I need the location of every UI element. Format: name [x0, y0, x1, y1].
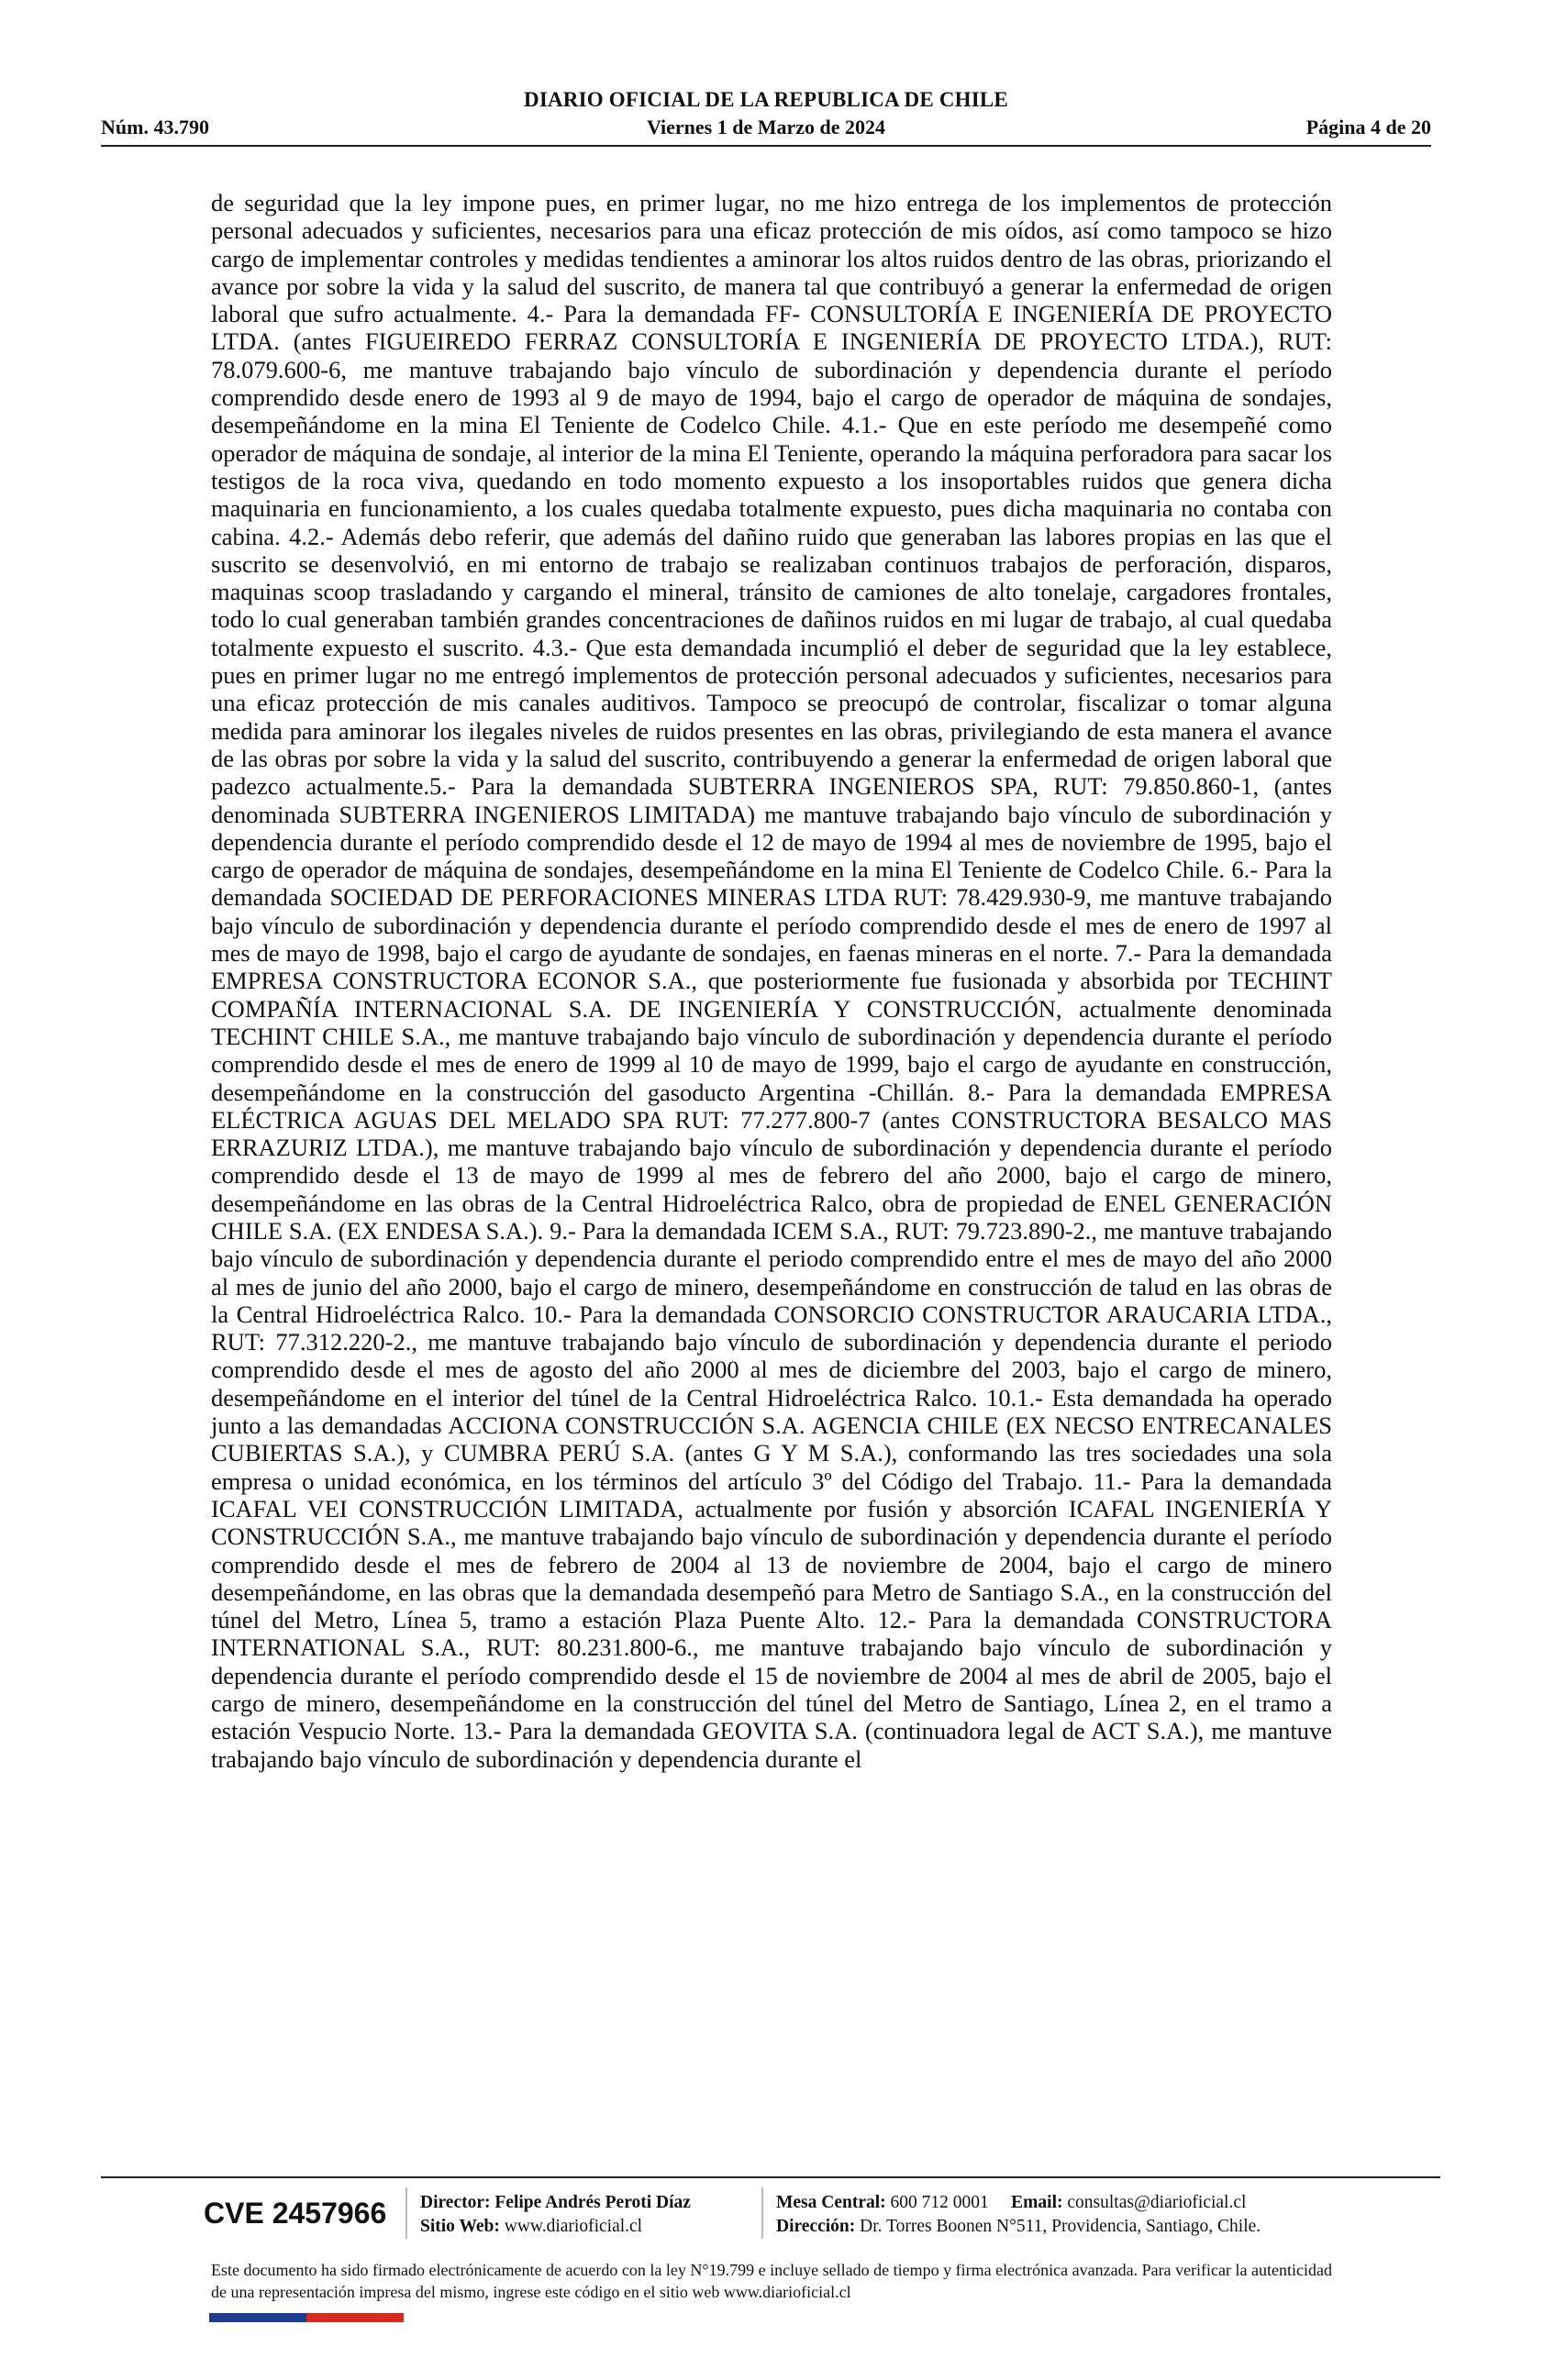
newspaper-title: DIARIO OFICIAL DE LA REPUBLICA DE CHILE — [524, 88, 1008, 111]
footer-separator — [405, 2187, 407, 2239]
website-link[interactable]: www.diarioficial.cl — [504, 2217, 643, 2236]
flag-stripe — [209, 2313, 404, 2322]
footer-divider — [101, 2176, 1440, 2178]
legal-note: Este documento ha sido firmado electrónicamente de acuerdo con la ley N°19.799 e incluye sellado de tiempo y firma electrónica avanzada. Para verificar la autenticidad de una representación impresa del mismo, ingrese este código en el sitio web www.diarioficial.cl — [211, 2261, 1332, 2301]
phone-label: Mesa Central: — [776, 2193, 886, 2212]
flag-red-stripe — [306, 2313, 404, 2322]
page-header — [101, 88, 1431, 147]
cve-code: CVE 2457966 — [204, 2197, 387, 2230]
phone-number: 600 712 0001 — [890, 2193, 989, 2212]
address-label: Dirección: — [776, 2217, 856, 2236]
issue-number: Núm. 43.790 — [101, 116, 209, 138]
address-text: Dr. Torres Boonen N°511, Providencia, Santiago, Chile. — [860, 2217, 1261, 2236]
website-label: Sitio Web: — [420, 2217, 500, 2236]
flag-blue-stripe — [209, 2313, 306, 2322]
footer-director-block — [420, 2191, 691, 2239]
issue-date: Viernes 1 de Marzo de 2024 — [646, 116, 886, 138]
email-label: Email: — [1011, 2193, 1063, 2212]
page-indicator: Página 4 de 20 — [1305, 116, 1431, 138]
director-name: Felipe Andrés Peroti Díaz — [494, 2193, 691, 2212]
body-text: de seguridad que la ley impone pues, en primer lugar, no me hizo entrega de los implementos de protección personal adecuados y suficientes, necesarios para una eficaz protección de mis oídos, así como tampoco se hizo cargo de implementar controles y medidas tendientes a aminorar los altos ruidos dentro de las obras, priorizando el avance por sobre la vida y la salud del suscrito, de manera tal que contribuyó a generar la enfermedad de origen laboral que sufro actualmente. 4.- Para la demandada FF- CONSULTORÍA E INGENIERÍA DE PROYECTO LTDA. (antes FIGUEIREDO FERRAZ CONSULTORÍA E INGENIERÍA DE PROYECTO LTDA.), RUT: 78.079.600-6, me mantuve trabajando bajo vínculo de subordinación y dependencia durante el período comprendido desde enero de 1993 al 9 de mayo de 1994, bajo el cargo de operador de máquina de sondajes, desempeñándome en la mina El Teniente de Codelco Chile. 4.1.- Que en este período me desempeñé como operador de máquina de sondaje, al interior de la mina El Teniente, operando la máquina perforadora para sacar los testigos de la roca viva, quedando en todo momento expuesto a los insoportables ruidos que genera dicha maquinaria en funcionamiento, a los cuales quedaba totalmente expuesto, pues dicha maquinaria no contaba con cabina. 4.2.- Además debo referir, que además del dañino ruido que generaban las labores propias en las que el suscrito se desenvolvió, en mi entorno de trabajo se realizaban continuos trabajos de perforación, disparos, maquinas scoop trasladando y cargando el mineral, tránsito de camiones de alto tonelaje, cargadores frontales, todo lo cual generaban también grandes concentraciones de dañinos ruidos en mi lugar de trabajo, al cual quedaba totalmente expuesto el suscrito. 4.3.- Que esta demandada incumplió el deber de seguridad que la ley establece, pues en primer lugar no me entregó implementos de protección personal adecuados y suficientes, necesarios para una eficaz protección de mis canales auditivos. Tampoco se preocupó de controlar, fiscalizar o tomar alguna medida para aminorar los ilegales niveles de ruidos presentes en las obras, privilegiando de esta manera el avance de las obras por sobre la vida y la salud del suscrito, contribuyendo a generar la enfermedad de origen laboral que padezco actualmente.5.- Para la demandada SUBTERRA INGENIEROS SPA, RUT: 79.850.860-1, (antes denominada SUBTERRA INGENIEROS LIMITADA) me mantuve trabajando bajo vínculo de subordinación y dependencia durante el período comprendido desde el 12 de mayo de 1994 al mes de noviembre de 1995, bajo el cargo de operador de máquina de sondajes, desempeñándome en la mina El Teniente de Codelco Chile. 6.- Para la demandada SOCIEDAD DE PERFORACIONES MINERAS LTDA RUT: 78.429.930-9, me mantuve trabajando bajo vínculo de subordinación y dependencia durante el período comprendido desde el mes de enero de 1997 al mes de mayo de 1998, bajo el cargo de ayudante de sondajes, en faenas mineras en el norte. 7.- Para la demandada EMPRESA CONSTRUCTORA ECONOR S.A., que posteriormente fue fusionada y absorbida por TECHINT COMPAÑÍA INTERNACIONAL S.A. DE INGENIERÍA Y CONSTRUCCIÓN, actualmente denominada TECHINT CHILE S.A., me mantuve trabajando bajo vínculo de subordinación y dependencia durante el período comprendido desde el mes de enero de 1999 al 10 de mayo de 1999, bajo el cargo de ayudante en construcción, desempeñándome en la construcción del gasoducto Argentina -Chillán. 8.- Para la demandada EMPRESA ELÉCTRICA AGUAS DEL MELADO SPA RUT: 77.277.800-7 (antes CONSTRUCTORA BESALCO MAS ERRAZURIZ LTDA.), me mantuve trabajando bajo vínculo de subordinación y dependencia durante el período comprendido desde el 13 de mayo de 1999 al mes de febrero del año 2000, bajo el cargo de minero, desempeñándome en las obras de la Central Hidroeléctrica Ralco, obra de propiedad de ENEL GENERACIÓN CHILE S.A. (EX ENDESA S.A.). 9.- Para la demandada ICEM S.A., RUT: 79.723.890-2., me mantuve trabajando bajo vínculo de subordinación y dependencia durante el periodo comprendido entre el mes de mayo del año 2000 al mes de junio del año 2000, bajo el cargo de minero, desempeñándome en construcción de talud en las obras de la Central Hidroeléctrica Ralco. 10.- Para la demandada CONSORCIO CONSTRUCTOR ARAUCARIA LTDA., RUT: 77.312.220-2., me mantuve trabajando bajo vínculo de subordinación y dependencia durante el periodo comprendido desde el mes de agosto del año 2000 al mes de diciembre del 2003, bajo el cargo de minero, desempeñándome en el interior del túnel de la Central Hidroeléctrica Ralco. 10.1.- Esta demandada ha operado junto a las demandadas ACCIONA CONSTRUCCIÓN S.A. AGENCIA CHILE (EX NECSO ENTRECANALES CUBIERTAS S.A.), y CUMBRA PERÚ S.A. (antes G Y M S.A.), conformando las tres sociedades una sola empresa o unidad económica, en los términos del artículo 3º del Código del Trabajo. 11.- Para la demandada ICAFAL VEI CONSTRUCCIÓN LIMITADA, actualmente por fusión y absorción ICAFAL INGENIERÍA Y CONSTRUCCIÓN S.A., me mantuve trabajando bajo vínculo de subordinación y dependencia durante el período comprendido desde el mes de febrero de 2004 al 13 de noviembre de 2004, bajo el cargo de minero desempeñándome, en las obras que la demandada desempeñó para Metro de Santiago S.A., en la construcción del túnel del Metro, Línea 5, tramo a estación Plaza Puente Alto. 12.- Para la demandada CONSTRUCTORA INTERNATIONAL S.A., RUT: 80.231.800-6., me mantuve trabajando bajo vínculo de subordinación y dependencia durante el período comprendido desde el 15 de noviembre de 2004 al mes de abril de 2005, bajo el cargo de minero, desempeñándome en la construcción del túnel del Metro de Santiago, Línea 2, en el tramo a estación Vespucio Norte. 13.- Para la demandada GEOVITA S.A. (continuadora legal de ACT S.A.), me mantuve trabajando bajo vínculo de subordinación y dependencia durante el — [211, 189, 1332, 1773]
footer-contact-block — [776, 2191, 1261, 2239]
email-link[interactable]: consultas@diarioficial.cl — [1067, 2193, 1247, 2212]
director-label: Director: — [420, 2193, 491, 2212]
footer-separator — [761, 2187, 763, 2239]
